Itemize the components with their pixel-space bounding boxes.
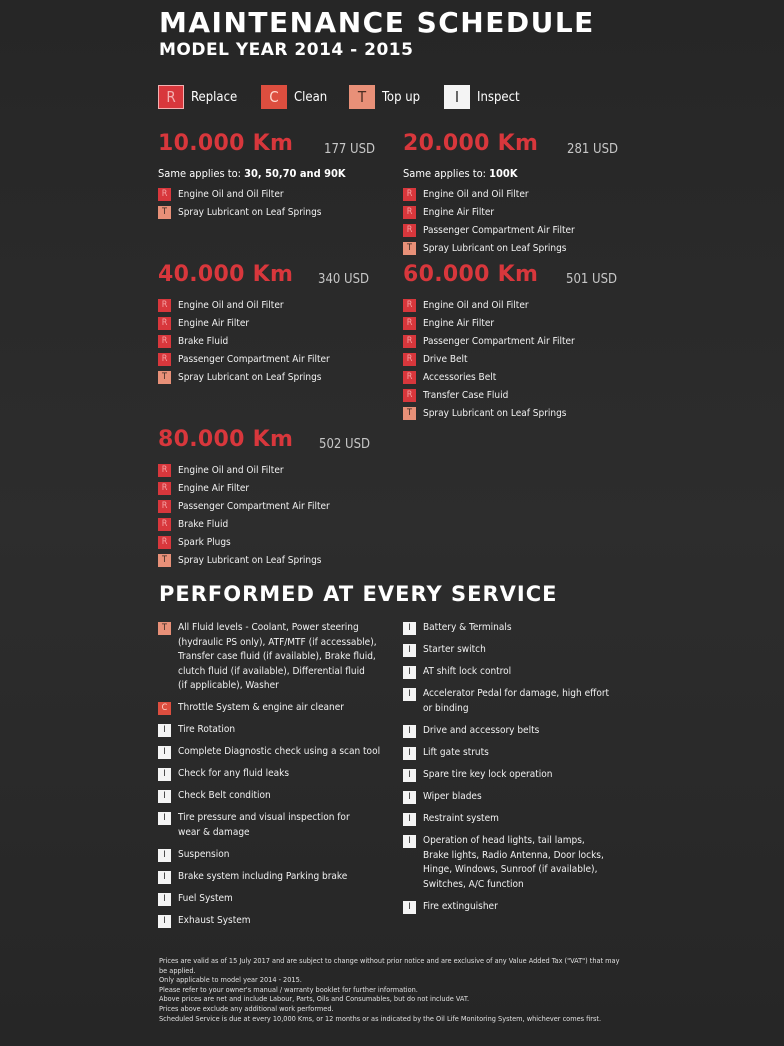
inspect-badge-icon: I [158,790,171,803]
footnotes [159,956,629,1023]
item-label: Spray Lubricant on Leaf Springs [423,407,567,419]
service-item-line: Tire pressure and visual inspection for [178,812,350,823]
list-item [158,368,330,386]
service-item-text [178,892,233,907]
list-item [403,221,575,239]
list-item [403,404,575,422]
service-item-text [423,790,482,805]
item-label: Spray Lubricant on Leaf Springs [423,242,567,254]
service-item-text [423,665,511,680]
list-item [403,368,575,386]
replace-badge-icon: R [158,317,171,330]
replace-badge-icon: R [158,500,171,513]
list-item [403,386,575,404]
item-label: Spray Lubricant on Leaf Springs [178,371,322,383]
legend-label: Clean [294,89,328,105]
service-item-line: Drive and accessory belts [423,725,540,736]
interval-price: 501 USD [566,272,618,287]
item-label: Passenger Compartment Air Filter [423,224,575,236]
legend-inspect [444,85,520,109]
interval-price: 340 USD [318,272,370,287]
service-item-line: Battery & Terminals [423,622,512,633]
inspect-badge-icon: I [403,747,416,760]
service-item-text [423,643,486,658]
legend-label: Inspect [477,89,520,105]
replace-badge-icon: R [158,518,171,531]
service-item [403,724,539,739]
service-item [403,768,552,783]
replace-badge-icon: R [158,353,171,366]
inspect-badge-icon: I [403,901,416,914]
interval-km-60000: 60.000 Km [403,262,539,287]
footnote-line: Scheduled Service is due at every 10,000 Kms, or 12 months or as indicated by the Oil Life Monitoring System, whichever comes first. [159,1013,602,1023]
service-item [158,767,289,782]
service-item-text [178,811,350,840]
service-item-text [178,701,344,716]
service-item-text [178,914,251,929]
clean-badge-icon: C [261,85,287,109]
list-item [158,497,330,515]
item-label: Engine Air Filter [423,317,495,329]
list-item [158,314,330,332]
service-item-text [423,724,539,739]
service-item [403,643,486,658]
service-item-line: or binding [423,702,469,714]
item-label: Engine Air Filter [178,482,250,494]
inspect-badge-icon: I [403,813,416,826]
service-item [158,892,233,907]
interval-items [158,185,322,221]
replace-badge-icon: R [158,299,171,312]
service-item-line: Switches, A/C function [423,878,524,890]
replace-badge-icon: R [403,299,416,312]
service-item-line: Lift gate struts [423,747,489,758]
item-label: Engine Oil and Oil Filter [423,299,529,311]
service-item [158,789,271,804]
service-item [403,746,489,761]
service-item [403,790,482,805]
inspect-badge-icon: I [403,769,416,782]
list-item [403,239,575,257]
interval-price: 177 USD [324,142,376,157]
list-item [158,332,330,350]
applies-values: 100K [489,167,518,180]
service-item-line: Fire extinguisher [423,901,498,912]
inspect-badge-icon: I [158,746,171,759]
list-item [158,350,330,368]
service-item-line: Complete Diagnostic check using a scan tool [178,746,381,757]
topup-badge-icon: T [158,554,171,567]
item-label: Passenger Compartment Air Filter [178,353,330,365]
list-item [158,461,330,479]
replace-badge-icon: R [158,335,171,348]
service-item [158,621,377,694]
footnote-line: Above prices are net and include Labour, Parts, Oils and Consumables, but do not include VAT. [159,994,470,1004]
service-item [158,701,344,716]
footnote-line: Only applicable to model year 2014 - 2015. [159,975,302,985]
list-item [158,533,330,551]
service-item-text [178,848,229,863]
item-label: Transfer Case Fluid [423,389,509,401]
replace-badge-icon: R [158,85,184,109]
applies-prefix: Same applies to: [158,167,245,180]
interval-items [158,296,330,386]
service-item-line: Hinge, Windows, Sunroof (if available), [423,864,598,875]
service-item [403,834,604,892]
service-item [403,900,498,915]
legend-clean [261,85,327,109]
inspect-badge-icon: I [444,85,470,109]
service-item-text [178,767,289,782]
interval-price: 502 USD [319,437,371,452]
service-item [158,914,251,929]
service-item-line: Spare tire key lock operation [423,769,553,780]
legend-replace [158,85,237,109]
legend-topup [349,85,420,109]
topup-badge-icon: T [403,242,416,255]
service-item-line: Transfer case fluid (if available), Brake fluid, [178,651,376,662]
list-item [403,185,575,203]
list-item [158,185,322,203]
item-label: Passenger Compartment Air Filter [178,500,330,512]
service-item-line: Wiper blades [423,791,482,802]
service-item [403,812,499,827]
inspect-badge-icon: I [403,835,416,848]
item-label: Drive Belt [423,353,468,365]
topup-badge-icon: T [158,371,171,384]
service-item-text [423,768,552,783]
service-item-line: Starter switch [423,644,486,655]
service-item-line: Throttle System & engine air cleaner [178,702,344,713]
inspect-badge-icon: I [158,871,171,884]
service-item [158,811,350,840]
replace-badge-icon: R [158,536,171,549]
service-item-text [423,834,604,892]
inspect-badge-icon: I [158,915,171,928]
service-item-text [423,900,498,915]
service-item [158,745,380,760]
footnote-line: Prices above exclude any additional work performed. [159,1003,334,1013]
replace-badge-icon: R [403,188,416,201]
topup-badge-icon: T [158,206,171,219]
item-label: Engine Air Filter [423,206,495,218]
item-label: Engine Oil and Oil Filter [178,188,284,200]
inspect-badge-icon: I [403,666,416,679]
inspect-badge-icon: I [403,622,416,635]
service-item-text [423,812,499,827]
list-item [158,551,330,569]
item-label: Spray Lubricant on Leaf Springs [178,554,322,566]
item-label: Engine Oil and Oil Filter [178,299,284,311]
service-item [403,665,511,680]
inspect-badge-icon: I [403,688,416,701]
list-item [403,332,575,350]
service-item-text [423,687,609,716]
service-item-line: Brake lights, Radio Antenna, Door locks, [423,849,604,861]
inspect-badge-icon: I [403,644,416,657]
inspect-badge-icon: I [403,791,416,804]
item-label: Spark Plugs [178,536,231,548]
service-item-line: Brake system including Parking brake [178,871,348,882]
list-item [158,203,322,221]
service-item-line: All Fluid levels - Coolant, Power steering [178,622,359,633]
replace-badge-icon: R [158,482,171,495]
item-label: Spray Lubricant on Leaf Springs [178,206,322,218]
legend-label: Replace [191,89,238,105]
interval-applies-to [158,167,346,180]
replace-badge-icon: R [403,335,416,348]
service-item-line: Check Belt condition [178,790,271,801]
topup-badge-icon: T [403,407,416,420]
clean-badge-icon: C [158,702,171,715]
service-item-line: Suspension [178,849,230,860]
replace-badge-icon: R [403,224,416,237]
item-label: Engine Air Filter [178,317,250,329]
item-label: Brake Fluid [178,335,229,347]
replace-badge-icon: R [403,206,416,219]
service-item-line: AT shift lock control [423,666,512,677]
inspect-badge-icon: I [158,768,171,781]
interval-km-10000: 10.000 Km [158,131,294,156]
list-item [403,314,575,332]
interval-items [403,296,575,422]
service-item [158,848,229,863]
inspect-badge-icon: I [158,812,171,825]
replace-badge-icon: R [403,389,416,402]
inspect-badge-icon: I [158,724,171,737]
service-item-text [423,621,512,636]
service-item-text [423,746,489,761]
service-item-line: Tire Rotation [178,724,236,735]
item-label: Accessories Belt [423,371,497,383]
list-item [158,296,330,314]
list-item [158,515,330,533]
service-item-text [178,870,347,885]
footnote-line: Prices are valid as of 15 July 2017 and are subject to change without prior notice and are exclusive of any Value Added Tax ("VAT") that may be applied. [159,956,620,975]
service-item-line: Restraint system [423,813,499,824]
interval-price: 281 USD [567,142,619,157]
item-label: Engine Oil and Oil Filter [178,464,284,476]
service-item-line: Accelerator Pedal for damage, high effort [423,688,610,699]
applies-values: 30, 50,70 and 90K [244,167,346,180]
service-item-line: Operation of head lights, tail lamps, [423,835,585,846]
page-subtitle: MODEL YEAR 2014 - 2015 [159,40,414,60]
interval-items [403,185,575,257]
item-label: Brake Fluid [178,518,229,530]
inspect-badge-icon: I [158,893,171,906]
inspect-badge-icon: I [158,849,171,862]
interval-km-40000: 40.000 Km [158,262,294,287]
interval-km-80000: 80.000 Km [158,427,294,452]
interval-items [158,461,330,569]
interval-km-20000: 20.000 Km [403,131,539,156]
service-item-line: Fuel System [178,893,233,904]
interval-applies-to [403,167,517,180]
item-label: Engine Oil and Oil Filter [423,188,529,200]
service-item-text [178,621,377,694]
page-title: MAINTENANCE SCHEDULE [159,6,595,39]
service-item [158,723,235,738]
replace-badge-icon: R [158,464,171,477]
replace-badge-icon: R [403,317,416,330]
applies-prefix: Same applies to: [403,167,490,180]
service-item-line: Check for any fluid leaks [178,768,290,779]
topup-badge-icon: T [158,622,171,635]
service-item-text [178,723,235,738]
service-item [403,687,609,716]
replace-badge-icon: R [158,188,171,201]
every-service-title: PERFORMED AT EVERY SERVICE [159,582,558,606]
service-item [403,621,512,636]
item-label: Passenger Compartment Air Filter [423,335,575,347]
service-item-line: (hydraulic PS only), ATF/MTF (if accessable), [178,636,377,648]
service-item-text [178,789,271,804]
list-item [158,479,330,497]
topup-badge-icon: T [349,85,375,109]
service-item-line: clutch fluid (if available), Differential fluid [178,665,365,677]
list-item [403,203,575,221]
list-item [403,296,575,314]
inspect-badge-icon: I [403,725,416,738]
legend-label: Top up [382,89,421,105]
replace-badge-icon: R [403,353,416,366]
replace-badge-icon: R [403,371,416,384]
service-item-line: Exhaust System [178,915,251,926]
service-item-line: (if applicable), Washer [178,680,279,691]
footnote-line: Please refer to your owner's manual / warranty booklet for further information. [159,984,418,994]
service-item [158,870,347,885]
service-item-line: wear & damage [178,826,250,838]
list-item [403,350,575,368]
service-item-text [178,745,380,760]
